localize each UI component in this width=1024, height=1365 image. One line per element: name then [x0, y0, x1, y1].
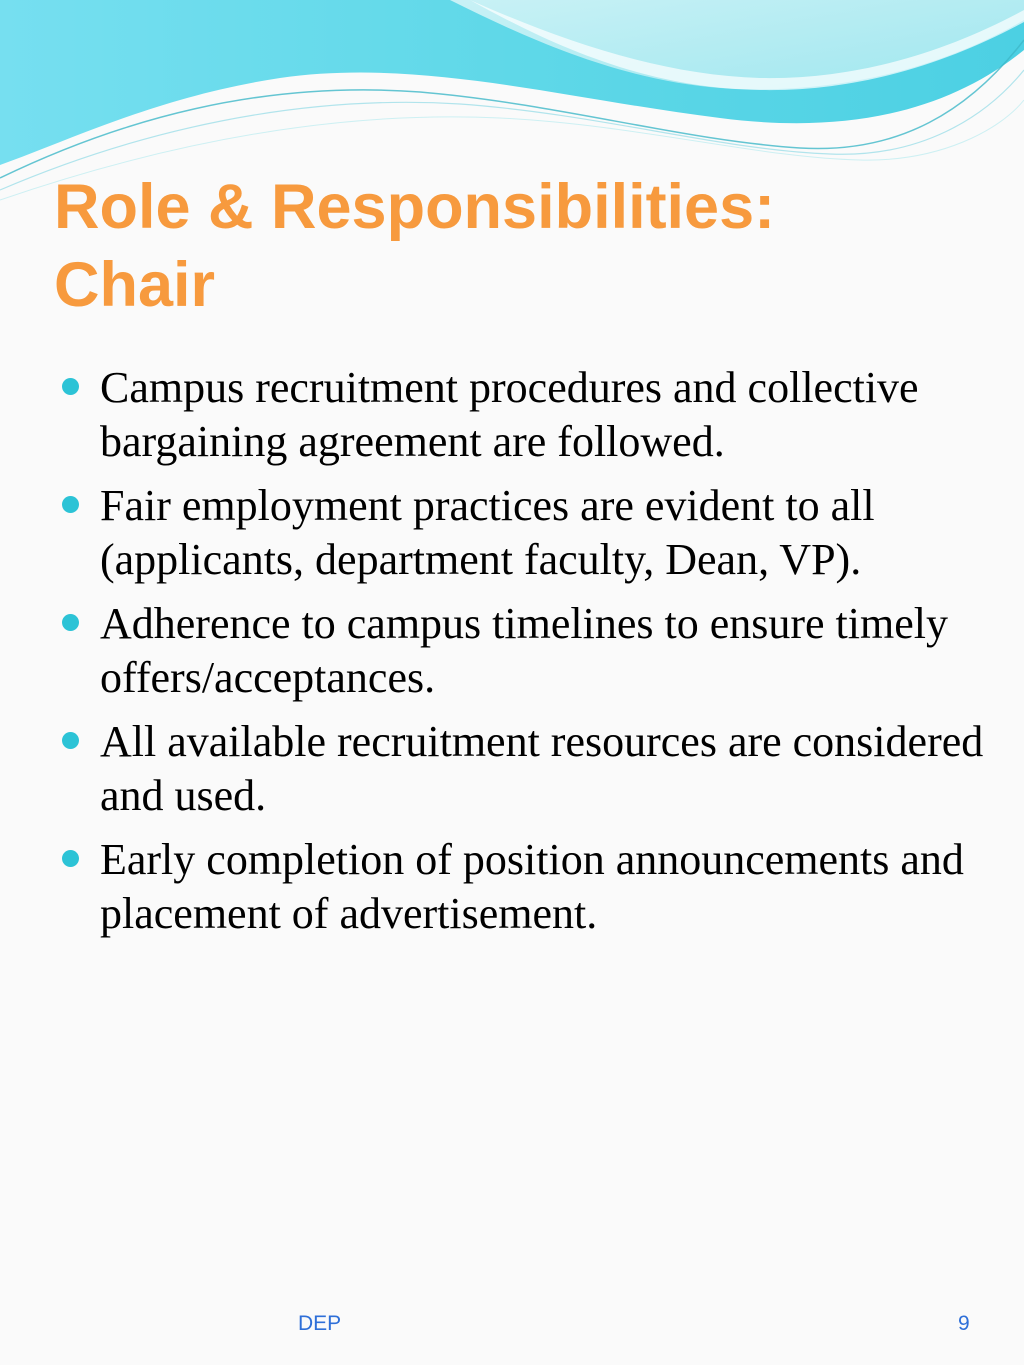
bullet-text: All available recruitment resources are considered and used.: [100, 717, 984, 820]
bullet-item: [58, 715, 988, 823]
bullet-text: Early completion of position announcements and placement of advertisement.: [100, 835, 964, 938]
bullet-item: [58, 597, 988, 705]
bullet-text: Adherence to campus timelines to ensure timely offers/acceptances.: [100, 599, 948, 702]
bullet-item: [58, 833, 988, 941]
bullet-marker-icon: [62, 850, 79, 867]
slide-title: [54, 168, 974, 324]
slide-title-line-1: Role & Responsibilities:: [54, 172, 776, 242]
page-number: 9: [958, 1312, 970, 1335]
bullet-marker-icon: [62, 496, 79, 513]
bullet-marker-icon: [62, 614, 79, 631]
bullet-item: [58, 361, 988, 469]
bullet-marker-icon: [62, 378, 79, 395]
bullet-text: Campus recruitment procedures and collective bargaining agreement are followed.: [100, 363, 919, 466]
footer-label: DEP: [298, 1312, 342, 1335]
bullet-marker-icon: [62, 732, 79, 749]
bullet-list: [58, 361, 988, 951]
bullet-text: Fair employment practices are evident to all (applicants, department faculty, Dean, VP).: [100, 481, 875, 584]
slide-title-line-2: Chair: [54, 250, 216, 320]
bullet-item: [58, 479, 988, 587]
